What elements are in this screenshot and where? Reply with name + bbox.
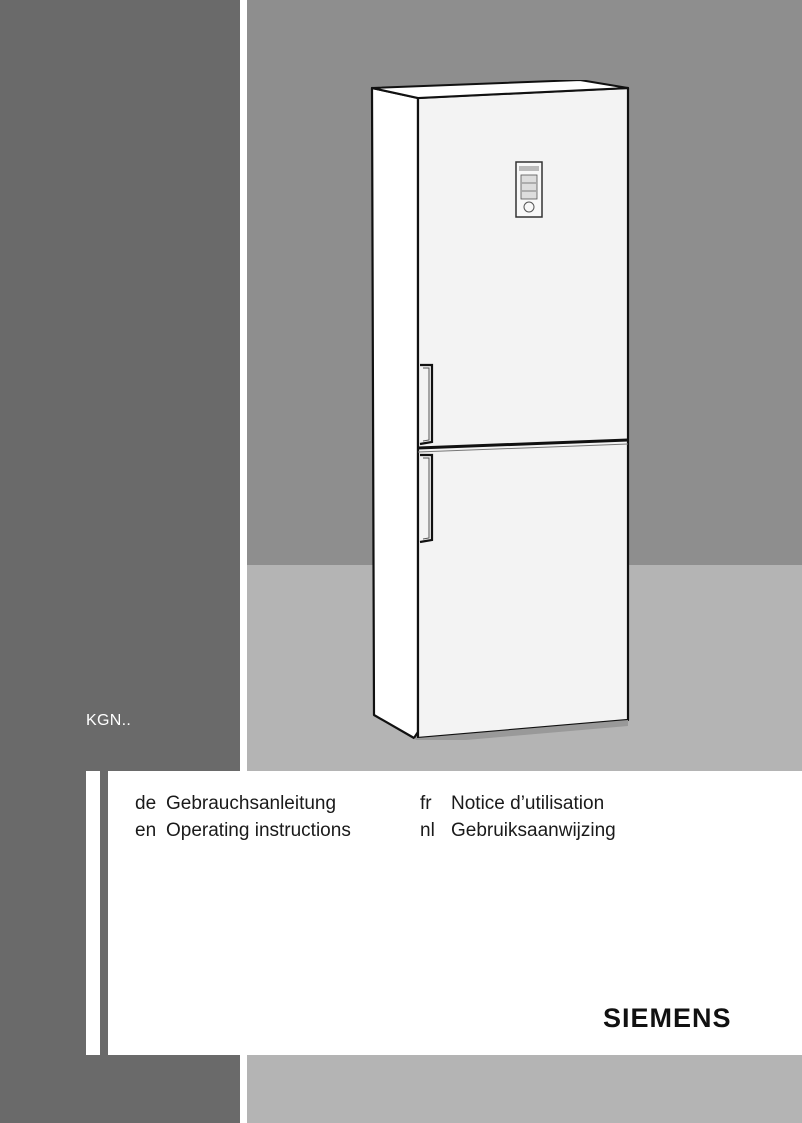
- language-code: fr: [420, 793, 432, 814]
- language-title: Gebrauchsanleitung: [166, 793, 337, 814]
- language-code: de: [135, 793, 157, 814]
- language-item-de: [135, 792, 420, 816]
- siemens-logo: SIEMENS: [603, 1003, 732, 1033]
- language-title: Operating instructions: [166, 820, 351, 841]
- accent-bar: [86, 771, 100, 1055]
- language-list: [135, 792, 695, 843]
- language-code: nl: [420, 820, 435, 841]
- bottom-floor: [247, 1055, 802, 1123]
- language-title: Gebruiksaanwijzing: [451, 820, 616, 841]
- refrigerator-freezer-illustration: [350, 80, 640, 740]
- language-code: en: [135, 820, 157, 841]
- language-item-en: [135, 819, 420, 843]
- language-item-fr: [420, 792, 695, 816]
- language-title: Notice d’utilisation: [451, 793, 605, 814]
- model-label: KGN..: [86, 712, 132, 729]
- language-item-nl: [420, 819, 695, 843]
